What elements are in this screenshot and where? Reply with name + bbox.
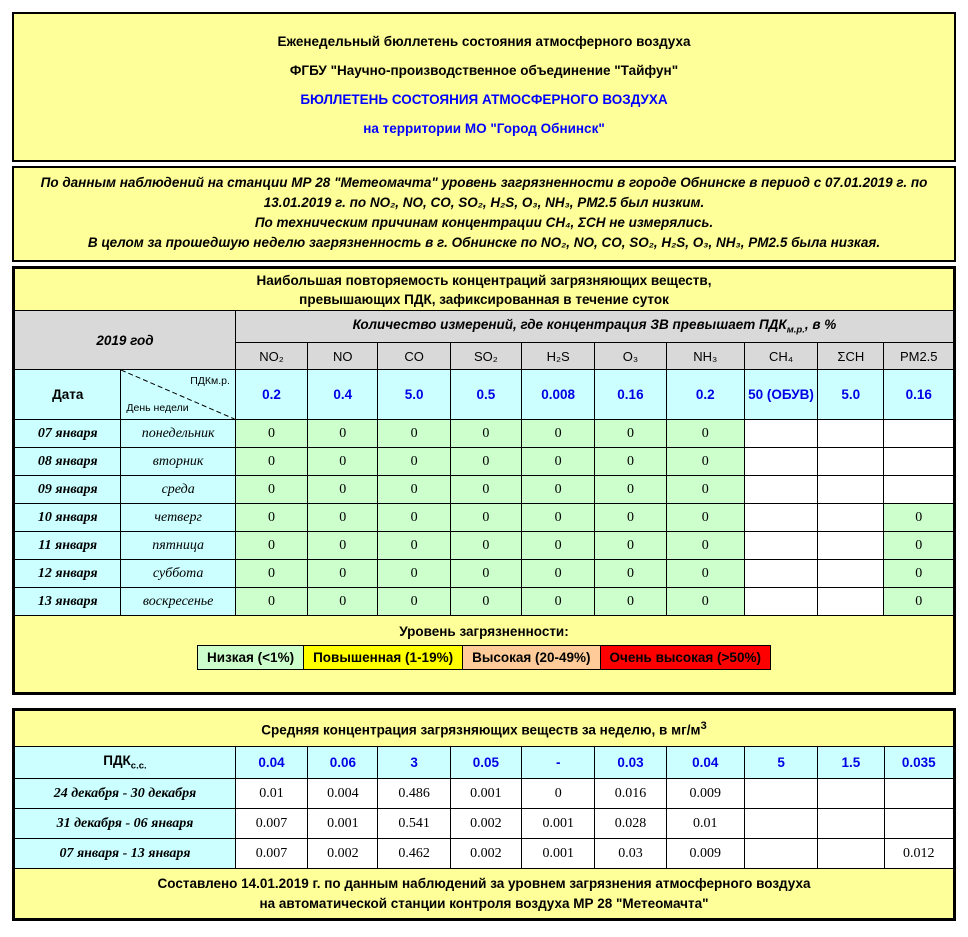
day-cell: суббота (121, 560, 235, 588)
table-row (15, 504, 954, 532)
pdk-ss-value: 0.04 (235, 747, 307, 779)
table2-title-row (15, 711, 954, 747)
cell-value (744, 809, 817, 839)
cell-value: 0 (308, 420, 378, 448)
table-row (15, 560, 954, 588)
table-row (15, 809, 954, 839)
cell-value (884, 420, 954, 448)
cell-value: 0 (378, 532, 450, 560)
legend-low: Низкая (<1%) (197, 645, 304, 670)
pdk-ss-value: - (522, 747, 595, 779)
cell-value (744, 476, 817, 504)
cell-value: 0 (235, 448, 307, 476)
cell-value (818, 779, 884, 809)
table1-title-row (15, 269, 954, 311)
cell-value (884, 779, 953, 809)
cell-value: 0 (235, 560, 307, 588)
cell-value: 0 (235, 420, 307, 448)
cell-value: 0.002 (308, 839, 378, 869)
table-row (15, 839, 954, 869)
day-cell: среда (121, 476, 235, 504)
cell-value: 0.002 (450, 809, 521, 839)
cell-value: 0 (235, 476, 307, 504)
table2-title: Средняя концентрация загрязняющих веществ за неделю, в $мг/м^3$ (15, 711, 954, 747)
average-concentration-block (12, 708, 956, 921)
cell-value: 0 (522, 420, 595, 448)
cell-value: 0 (522, 779, 595, 809)
pdk-ss-value: 0.03 (595, 747, 666, 779)
cell-value: 0 (378, 504, 450, 532)
cell-value (884, 809, 953, 839)
column-no2: NO₂ (235, 343, 307, 370)
cell-value: 0 (235, 532, 307, 560)
cell-value: 0.012 (884, 839, 953, 869)
summary-paragraph (12, 166, 956, 262)
cell-value: 0.486 (378, 779, 450, 809)
pdk-ss-value: 3 (378, 747, 450, 779)
cell-value: 0 (378, 448, 450, 476)
cell-value: 0 (666, 588, 744, 616)
cell-value: 0 (884, 588, 954, 616)
pdk-ss-value: 0.06 (308, 747, 378, 779)
date-cell: 11 января (15, 532, 121, 560)
summary-sentence-2: По техническим причинам концентрации CH₄, ΣCH не измерялись. (254, 215, 714, 230)
table2-footer-row (15, 869, 954, 919)
cell-value: 0 (522, 588, 595, 616)
cell-value (744, 532, 817, 560)
cell-value: 0.03 (595, 839, 666, 869)
cell-value: 0 (235, 504, 307, 532)
date-cell: 12 января (15, 560, 121, 588)
pdk-ss-value: 0.04 (666, 747, 744, 779)
table-row (15, 779, 954, 809)
legend-high: Высокая (20-49%) (462, 645, 600, 670)
cell-value: 0.001 (308, 809, 378, 839)
cell-value: 0 (595, 420, 666, 448)
cell-value (818, 839, 884, 869)
legend-row (15, 616, 954, 693)
pdk-value-ch4: 50 (ОБУВ) (744, 370, 817, 420)
exceedance-table (14, 268, 954, 693)
cell-value: 0.541 (378, 809, 450, 839)
cell-value: 0 (450, 588, 521, 616)
pdk-ss-label: $ПДК_{с.с.}$ (15, 747, 236, 779)
column-h2s: H₂S (522, 343, 595, 370)
date-cell: 13 января (15, 588, 121, 616)
cell-value: 0 (450, 504, 521, 532)
table-row (15, 476, 954, 504)
cell-value: 0 (450, 560, 521, 588)
date-cell: 10 января (15, 504, 121, 532)
column-o3: O₃ (595, 343, 666, 370)
pdk-mr-row (15, 370, 954, 420)
bulletin-title: БЮЛЛЕТЕНЬ СОСТОЯНИЯ АТМОСФЕРНОГО ВОЗДУХА (300, 92, 668, 107)
cell-value: 0 (595, 560, 666, 588)
pdk-value: 0.2 (235, 370, 307, 420)
cell-value: 0.01 (235, 779, 307, 809)
pdk-ss-value: 0.035 (884, 747, 953, 779)
cell-value: 0.004 (308, 779, 378, 809)
cell-value: 0.002 (450, 839, 521, 869)
cell-value (818, 532, 884, 560)
cell-value: 0.462 (378, 839, 450, 869)
pdk-value: 0.16 (595, 370, 666, 420)
pdk-value: 0.2 (666, 370, 744, 420)
cell-value: 0 (378, 560, 450, 588)
date-cell: 07 января (15, 420, 121, 448)
date-column-label: Дата (15, 370, 121, 420)
cell-value: 0 (666, 476, 744, 504)
cell-value: 0 (595, 532, 666, 560)
cell-value: 0.01 (666, 809, 744, 839)
table-row (15, 420, 954, 448)
measurements-header: Количество измерений, где концентрация ЗВ превышает $ПДК_{м.р.}$, в % (235, 311, 953, 343)
column-so2: SO₂ (450, 343, 521, 370)
cell-value (818, 504, 884, 532)
cell-value: 0 (666, 560, 744, 588)
day-cell: вторник (121, 448, 235, 476)
column-nh3: NH₃ (666, 343, 744, 370)
table-row (15, 448, 954, 476)
cell-value: 0 (522, 504, 595, 532)
cell-value: 0 (308, 588, 378, 616)
table-row (15, 532, 954, 560)
date-cell: 09 января (15, 476, 121, 504)
day-cell: четверг (121, 504, 235, 532)
table-row (15, 588, 954, 616)
cell-value: 0.009 (666, 839, 744, 869)
cell-value (884, 448, 954, 476)
column-co: CO (378, 343, 450, 370)
cell-value: 0 (666, 532, 744, 560)
summary-sentence-1: По данным наблюдений на станции МР 28 "Метеомачта" уровень загрязненности в городе Обнинске в период с 07.01.2019 г. по 13.01.2019 г. по NO₂, NO, CO, SO₂, H₂S, O₃, NH₃, PM2.5 был низким. (40, 175, 928, 210)
cell-value: 0 (450, 448, 521, 476)
cell-value: 0 (450, 420, 521, 448)
cell-value: 0 (378, 588, 450, 616)
legend-very-high: Очень высокая (>50%) (600, 645, 771, 670)
column-ch4: CH₄ (744, 343, 817, 370)
cell-value: 0 (884, 560, 954, 588)
pdk-ss-value: 1.5 (818, 747, 884, 779)
cell-value: 0.028 (595, 809, 666, 839)
pdk-value: 0.4 (308, 370, 378, 420)
legend-title: Уровень загрязненности: (399, 624, 569, 639)
weekday-label: День недели (126, 402, 189, 414)
day-cell: воскресенье (121, 588, 235, 616)
cell-value (818, 420, 884, 448)
cell-value: 0.009 (666, 779, 744, 809)
day-cell: понедельник (121, 420, 235, 448)
cell-value: 0 (308, 448, 378, 476)
cell-value: 0.001 (522, 839, 595, 869)
cell-value (744, 420, 817, 448)
cell-value: 0 (308, 476, 378, 504)
pdk-value: 0.008 (522, 370, 595, 420)
cell-value: 0 (378, 420, 450, 448)
bulletin-territory: на территории МО "Город Обнинск" (363, 121, 605, 136)
column-pm25: PM2.5 (884, 343, 954, 370)
cell-value (744, 588, 817, 616)
cell-value: 0 (522, 560, 595, 588)
column-sch: ΣCH (818, 343, 884, 370)
cell-value (818, 476, 884, 504)
period-cell: 24 декабря - 30 декабря (15, 779, 236, 809)
cell-value: 0 (595, 476, 666, 504)
pdk-ss-value: 0.05 (450, 747, 521, 779)
average-concentration-table (14, 710, 954, 919)
cell-value: 0 (522, 476, 595, 504)
cell-value (744, 839, 817, 869)
summary-sentence-3: В целом за прошедшую неделю загрязненность в г. Обнинске по NO₂, NO, CO, SO₂, H₂S, O₃, NH₃, PM2.5 была низкая. (87, 235, 881, 250)
period-cell: 31 декабря - 06 января (15, 809, 236, 839)
pdk-value: 0.16 (884, 370, 954, 420)
table1-header-row-1 (15, 311, 954, 343)
cell-value: 0 (522, 532, 595, 560)
cell-value: 0 (666, 448, 744, 476)
cell-value (744, 504, 817, 532)
cell-value: 0 (450, 532, 521, 560)
compiled-note: Составлено 14.01.2019 г. по данным наблюдений за уровнем загрязнения атмосферного воздуха на автоматической станции контроля воздуха МР 28 "Метеомачта" (15, 869, 954, 919)
pdk-value: 5.0 (818, 370, 884, 420)
pdk-value: 0.5 (450, 370, 521, 420)
column-no: NO (308, 343, 378, 370)
cell-value (818, 448, 884, 476)
cell-value: 0.001 (450, 779, 521, 809)
cell-value: 0 (884, 504, 954, 532)
pdk-mr-label: ПДКм.р. (190, 375, 230, 387)
bulletin-header (12, 12, 956, 162)
cell-value: 0 (595, 504, 666, 532)
period-cell: 07 января - 13 января (15, 839, 236, 869)
day-cell: пятница (121, 532, 235, 560)
date-cell: 08 января (15, 448, 121, 476)
cell-value: 0.001 (522, 809, 595, 839)
cell-value (744, 560, 817, 588)
cell-value: 0 (235, 588, 307, 616)
cell-value: 0 (595, 448, 666, 476)
cell-value: 0 (522, 448, 595, 476)
header-line-organization: ФГБУ "Научно-производственное объединение "Тайфун" (289, 63, 679, 78)
cell-value: 0 (308, 560, 378, 588)
cell-value: 0 (595, 588, 666, 616)
exceedance-table-block (12, 266, 956, 695)
table1-title: Наибольшая повторяемость концентраций загрязняющих веществ, превышающих ПДК, зафиксированная в течение суток (15, 269, 954, 311)
cell-value: 0 (308, 504, 378, 532)
cell-value: 0 (884, 532, 954, 560)
cell-value: 0.016 (595, 779, 666, 809)
pdk-ss-value: 5 (744, 747, 817, 779)
cell-value: 0 (450, 476, 521, 504)
legend-elevated: Повышенная (1-19%) (303, 645, 463, 670)
cell-value: 0 (308, 532, 378, 560)
pdk-ss-row (15, 747, 954, 779)
cell-value: 0 (378, 476, 450, 504)
cell-value: 0 (666, 504, 744, 532)
header-line-weekly: Еженедельный бюллетень состояния атмосферного воздуха (277, 34, 691, 49)
cell-value (744, 779, 817, 809)
cell-value (818, 588, 884, 616)
pollution-level-legend (15, 616, 954, 693)
diagonal-split-cell (121, 370, 235, 420)
cell-value: 0.007 (235, 839, 307, 869)
pdk-value: 5.0 (378, 370, 450, 420)
cell-value (818, 560, 884, 588)
cell-value: 0 (666, 420, 744, 448)
cell-value (744, 448, 817, 476)
year-label: 2019 год (15, 311, 236, 370)
cell-value (818, 809, 884, 839)
cell-value: 0.007 (235, 809, 307, 839)
cell-value (884, 476, 954, 504)
